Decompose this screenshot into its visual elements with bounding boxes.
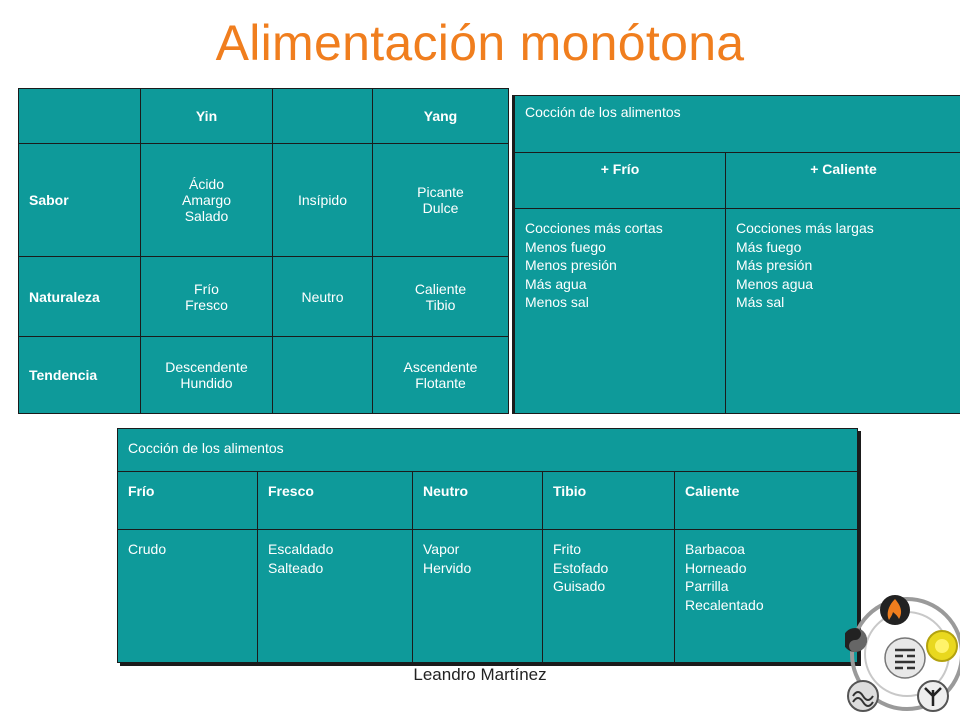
caliente-header: + Caliente (726, 153, 960, 209)
sabor-yin: Ácido Amargo Salado (141, 144, 273, 257)
tendencia-yin: Descendente Hundido (141, 337, 273, 414)
header-neutro: Neutro (413, 472, 543, 530)
yin-header: Yin (141, 89, 273, 144)
coccion-temperatura-table (117, 428, 858, 663)
sabor-neutral: Insípido (273, 144, 373, 257)
water-icon (848, 681, 878, 711)
caliente-list: Cocciones más largas Más fuego Más presión Menos agua Más sal (726, 209, 960, 414)
row-label-naturaleza: Naturaleza (19, 257, 141, 337)
value-caliente: Barbacoa Horneado Parrilla Recalentado (675, 530, 858, 663)
tendencia-yang: Ascendente Flotante (373, 337, 509, 414)
author-footer: Leandro Martínez (413, 665, 547, 684)
naturaleza-yin: Frío Fresco (141, 257, 273, 337)
fire-icon (880, 595, 910, 625)
yang-header: Yang (373, 89, 509, 144)
plant-icon (918, 681, 948, 711)
frio-header: + Frío (514, 153, 726, 209)
trigram-icon (885, 638, 925, 678)
naturaleza-yang: Caliente Tibio (373, 257, 509, 337)
yin-yang-icon (845, 628, 867, 652)
empty-cell (273, 89, 373, 144)
header-fresco: Fresco (258, 472, 413, 530)
tendencia-neutral (273, 337, 373, 414)
sun-icon (927, 631, 957, 661)
header-frio: Frío (118, 472, 258, 530)
header-caliente: Caliente (675, 472, 858, 530)
row-label-sabor: Sabor (19, 144, 141, 257)
row-label-tendencia: Tendencia (19, 337, 141, 414)
value-neutro: Vapor Hervido (413, 530, 543, 663)
table2-title: Cocción de los alimentos (514, 96, 960, 153)
naturaleza-neutral: Neutro (273, 257, 373, 337)
five-elements-logo (845, 592, 960, 720)
header-tibio: Tibio (543, 472, 675, 530)
page-title: Alimentación monótona (215, 15, 745, 71)
value-tibio: Frito Estofado Guisado (543, 530, 675, 663)
coccion-frio-caliente-table (512, 95, 960, 414)
value-frio: Crudo (118, 530, 258, 663)
sabor-yang: Picante Dulce (373, 144, 509, 257)
table3-title: Cocción de los alimentos (118, 429, 858, 472)
yin-yang-table (18, 88, 509, 414)
empty-cell (19, 89, 141, 144)
frio-list: Cocciones más cortas Menos fuego Menos presión Más agua Menos sal (514, 209, 726, 414)
value-fresco: Escaldado Salteado (258, 530, 413, 663)
